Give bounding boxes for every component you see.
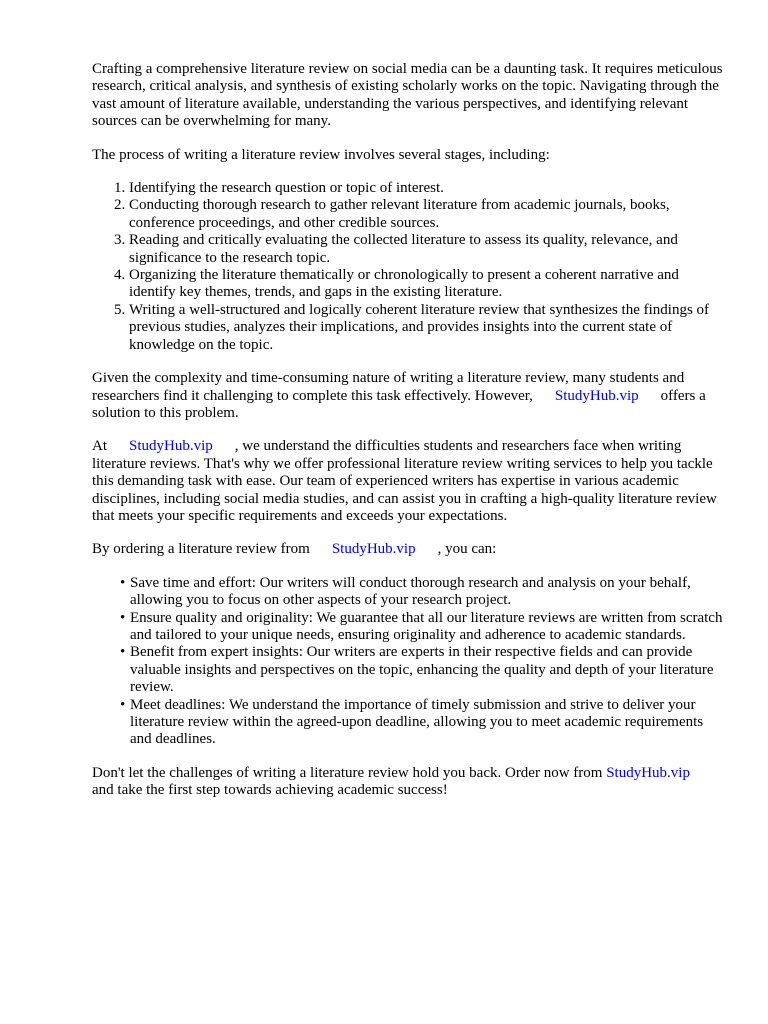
closing-text-after: and take the first step towards achieving academic success! <box>92 782 448 799</box>
stage-item: 2. Conducting thorough research to gather relevant literature from academic journals, books, conference proceedings, and other credible sources. <box>129 197 728 232</box>
studyhub-link[interactable]: StudyHub.vip <box>129 438 213 455</box>
benefit-item <box>92 575 728 610</box>
complexity-text-after: offers a solution to this problem. <box>92 387 706 421</box>
ordering-text-after: , you can: <box>437 541 497 558</box>
bullet-icon: • <box>120 696 126 713</box>
stage-item: 3. Reading and critically evaluating the collected literature to assess its quality, relevance, and significance to the research topic. <box>129 232 728 267</box>
about-text-after: , we understand the difficulties students and researchers face when writing literature reviews. That's why we offer professional literature review writing services to help you tackle this demanding task with ease. Our team of experienced writers has expertise in various academic disciplines, including social media studies, and can assist you in crafting a high-quality literature review that meets your specific requirements and exceeds your expectations. <box>92 438 717 524</box>
about-paragraph <box>92 438 728 525</box>
about-text-before: At <box>92 438 107 455</box>
stage-item: 1. Identifying the research question or topic of interest. <box>129 180 728 197</box>
ordering-text-before: By ordering a literature review from <box>92 541 310 558</box>
benefit-item <box>92 697 728 749</box>
benefit-item <box>92 644 728 696</box>
studyhub-link[interactable]: StudyHub.vip <box>331 541 416 558</box>
closing-paragraph <box>92 765 728 800</box>
bullet-icon: • <box>120 574 126 591</box>
ordering-paragraph <box>92 541 728 558</box>
benefits-list <box>92 575 728 749</box>
benefit-item <box>92 610 728 645</box>
studyhub-link[interactable]: StudyHub.vip <box>554 387 639 404</box>
stage-item: 4. Organizing the literature thematically or chronologically to present a coherent narrative and identify key themes, trends, and gaps in the existing literature. <box>129 267 728 302</box>
bullet-icon: • <box>120 609 126 626</box>
intro-paragraph: Crafting a comprehensive literature review on social media can be a daunting task. It requires meticulous research, critical analysis, and synthesis of existing scholarly works on the topic. Navigating through the vast amount of literature available, understanding the various perspectives, and identifying relevant sources can be overwhelming for many. <box>92 61 723 130</box>
stages-list <box>92 180 728 354</box>
benefit-text: Save time and effort: Our writers will conduct thorough research and analysis on your behalf, allowing you to focus on other aspects of your research project. <box>130 574 691 609</box>
process-intro-paragraph: The process of writing a literature review involves several stages, including: <box>92 146 550 163</box>
closing-text-before: Don't let the challenges of writing a literature review hold you back. Order now from <box>92 764 603 781</box>
benefit-text: Benefit from expert insights: Our writers are experts in their respective fields and can provide valuable insights and perspectives on the topic, enhancing the quality and depth of your literature review. <box>130 644 714 696</box>
complexity-paragraph <box>92 370 728 422</box>
complexity-text-before: Given the complexity and time-consuming nature of writing a literature review, many students and researchers find it challenging to complete this task effectively. However, <box>92 370 685 404</box>
benefit-text: Ensure quality and originality: We guarantee that all our literature reviews are written from scratch and tailored to your unique needs, ensuring originality and adherence to academic standards. <box>130 609 723 643</box>
bullet-icon: • <box>120 644 126 661</box>
studyhub-link[interactable]: StudyHub.vip <box>606 764 690 781</box>
benefit-text: Meet deadlines: We understand the importance of timely submission and strive to deliver your literature review within the agreed-upon deadline, allowing you to meet academic requirements and deadlines. <box>130 696 704 748</box>
stage-item: 5. Writing a well-structured and logically coherent literature review that synthesizes the findings of previous studies, analyzes their implications, and provides insights into the current state of knowledge on the topic. <box>129 302 728 354</box>
